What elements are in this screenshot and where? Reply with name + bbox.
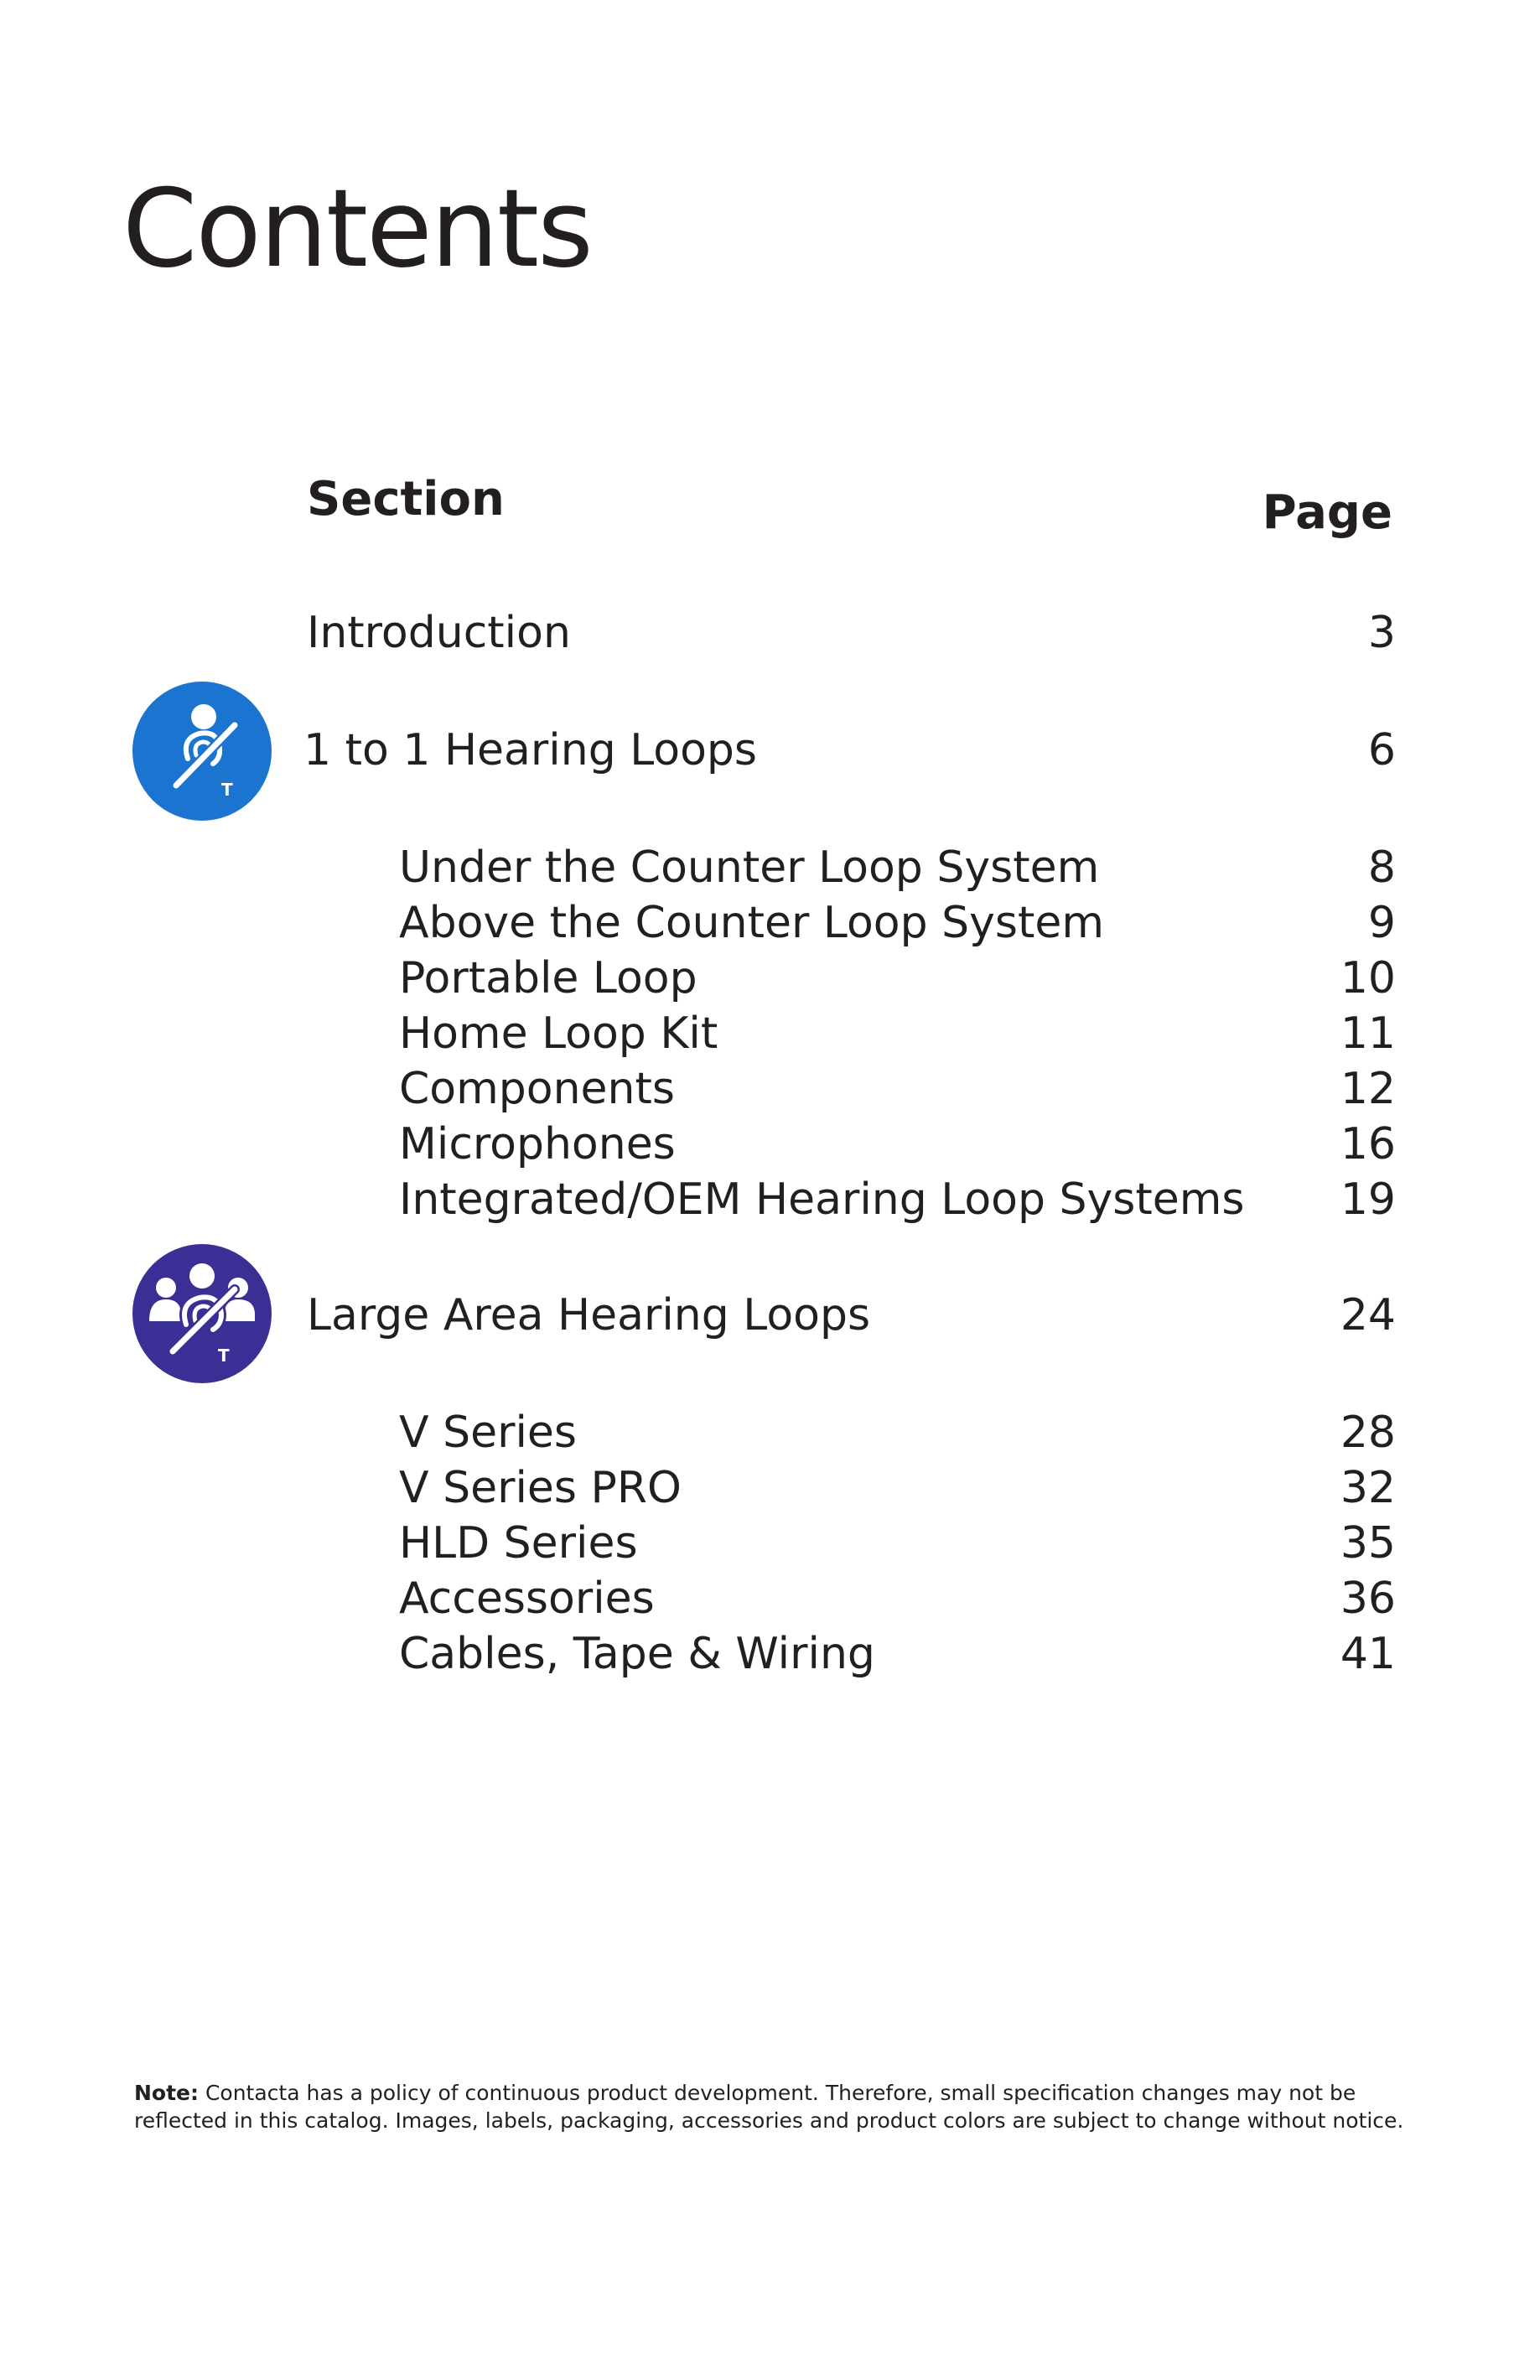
toc-entry-label: Portable Loop: [399, 953, 697, 1003]
page-title: Contents: [122, 167, 592, 292]
toc-entry-page: 9: [1367, 898, 1396, 948]
toc-entry-page: 16: [1340, 1119, 1396, 1169]
note-text: Contacta has a policy of continuous product development. Therefore, small specification changes may not be reflected in this catalog. Images, labels, packaging, accessories and product colors are subject to change without notice.: [134, 2081, 1404, 2133]
page-column-header: Page: [1262, 485, 1392, 540]
toc-entry-page: 10: [1340, 953, 1396, 1003]
toc-entry-label: Components: [399, 1064, 675, 1114]
toc-entry-label: Accessories: [399, 1574, 655, 1624]
toc-entry-label: 1 to 1 Hearing Loops: [303, 725, 758, 775]
toc-entry-under-counter[interactable]: [0, 838, 1540, 897]
toc-entry-home-loop-kit[interactable]: [0, 1004, 1540, 1063]
footnote: [134, 2079, 1408, 2134]
toc-entry-accessories[interactable]: [0, 1569, 1540, 1628]
toc-entry-page: 24: [1340, 1290, 1396, 1340]
toc-entry-page: 8: [1367, 843, 1396, 893]
toc-entry-page: 35: [1340, 1518, 1396, 1569]
toc-entry-portable-loop[interactable]: [0, 949, 1540, 1008]
toc-entry-label: Introduction: [307, 608, 571, 658]
toc-entry-label: HLD Series: [399, 1518, 638, 1569]
toc-entry-cables-tape-wiring[interactable]: [0, 1625, 1540, 1683]
toc-entry-hld-series[interactable]: [0, 1514, 1540, 1573]
toc-entry-microphones[interactable]: [0, 1115, 1540, 1174]
toc-entry-label: V Series: [399, 1408, 578, 1458]
toc-entry-v-series-pro[interactable]: [0, 1459, 1540, 1517]
toc-entry-label: Microphones: [399, 1119, 676, 1169]
section-column-header: Section: [307, 472, 505, 526]
toc-entry-v-series[interactable]: [0, 1403, 1540, 1462]
toc-entry-label: V Series PRO: [399, 1463, 682, 1513]
toc-entry-integrated-oem[interactable]: [0, 1170, 1540, 1229]
toc-entry-introduction[interactable]: [0, 604, 1540, 662]
toc-entry-page: 6: [1367, 725, 1396, 775]
toc-entry-components[interactable]: [0, 1060, 1540, 1118]
toc-entry-page: 28: [1340, 1408, 1396, 1458]
toc-entry-label: Large Area Hearing Loops: [307, 1290, 871, 1340]
toc-entry-one-to-one-hearing-loops[interactable]: [0, 721, 1540, 780]
toc-entry-above-counter[interactable]: [0, 894, 1540, 952]
toc-entry-label: Under the Counter Loop System: [399, 843, 1100, 893]
note-label: Note:: [134, 2081, 200, 2105]
t-coil-letter: T: [221, 780, 233, 800]
toc-entry-label: Integrated/OEM Hearing Loop Systems: [399, 1174, 1245, 1225]
toc-entry-label: Home Loop Kit: [399, 1009, 718, 1059]
toc-entry-page: 3: [1367, 608, 1396, 658]
toc-entry-page: 36: [1340, 1574, 1396, 1624]
toc-entry-label: Cables, Tape & Wiring: [399, 1629, 875, 1679]
toc-entry-page: 19: [1340, 1174, 1396, 1225]
toc-entry-large-area-hearing-loops[interactable]: [0, 1286, 1540, 1345]
toc-entry-label: Above the Counter Loop System: [399, 898, 1105, 948]
toc-entry-page: 12: [1340, 1064, 1396, 1114]
toc-entry-page: 32: [1340, 1463, 1396, 1513]
t-coil-letter: T: [218, 1346, 230, 1366]
toc-entry-page: 11: [1340, 1009, 1396, 1059]
toc-entry-page: 41: [1340, 1629, 1396, 1679]
